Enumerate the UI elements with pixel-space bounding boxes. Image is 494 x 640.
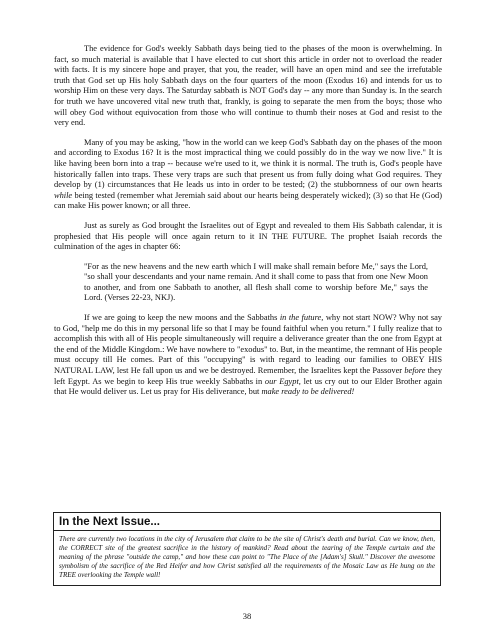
paragraph-2 (54, 138, 442, 212)
paragraph-1: The evidence for God's weekly Sabbath days being tied to the phases of the moon is overwhelming. In fact, so much material is available that I have elected to cut short this article in order not to overload the reader with facts. It is my sincere hope and prayer, that you, the reader, will have an open mind and see the irrefutable truth that God set up His holy Sabbath days on the four quarters of the moon (Exodus 16) and intends for us to worship Him on these very days. The Saturday sabbath is NOT God's day -- any more than Sunday is. In the search for truth we have uncovered vital new truth that, frankly, is going to separate the men from the boys; those who will obey God without equivocation from those who will continue to thumb their noses at God and resist to the very end. (54, 44, 442, 128)
paragraph-4-text-1: If we are going to keep the new moons and the Sabbaths (84, 313, 278, 323)
paragraph-2-emphasis: while (54, 190, 73, 200)
paragraph-4-emphasis-1: in the future, (279, 313, 324, 323)
paragraph-3: Just as surely as God brought the Israelites out of Egypt and revealed to them His Sabbath calendar, it is prophesied that His people will once again return to it IN THE FUTURE. The prophet Isaiah records the culmination of the ages in chapter 66: (54, 220, 442, 252)
next-issue-box (53, 512, 441, 586)
paragraph-4-text-4: let us cry out to our Elder Brother again that He would deliver us. Let us pray for His deliverance, but (54, 376, 443, 397)
page-number: 38 (242, 611, 252, 621)
paragraph-4-text-2: why not start NOW? Why not say to God, "help me do this in my personal life so that I may be found faithful when you return." I fully realize that to accomplish this with all of His people simultaneously will require a deliverance greater than the one from Egypt at the end of the Middle Kingdom.: We have nowhere to "exodus" to. But, in the meantime, the remnant of His people must occupy till He comes. Part of this "occupying" is with regard to leading our families to OBEY HIS NATURAL LAW, lest He fall upon us and we be destroyed. Remember, the Israelites kept the Passover (54, 313, 442, 376)
article-body (54, 44, 442, 407)
paragraph-4-text-3: they left Egypt. As we begin to keep His true weekly Sabbaths in (54, 366, 443, 386)
paragraph-2-text-end: being tested (remember what Jeremiah said about our hearts being desperately wicked); (3) so that He (God) can make His power known; or all three. (54, 190, 442, 211)
paragraph-4-emphasis-3: our Egypt, (264, 376, 301, 386)
scripture-quote: "For as the new heavens and the new earth which I will make shall remain before Me," says the Lord, "so shall your descendants and your name remain. And it shall come to pass that from one New Moon to another, and from one Sabbath to another, all flesh shall come to worship before Me," says the Lord. (Verses 22-23, NKJ). (84, 261, 428, 303)
next-issue-divider (54, 530, 440, 531)
next-issue-text: There are currently two locations in the city of Jerusalem that claim to be the site of Christ's death and burial. Can we know, then, the CORRECT site of the greatest sacrifice in the history of mankind? Read about the tearing of the Temple curtain and the meaning of the phrase "outside the camp," and how these can point to "The Place of the [Adam's] Skull." Discover the awesome symbolism of the sacrifice of the Red Heifer and how Christ satisfied all the requirements of the Mosaic Law as He hung on the TREE overlooking the Temple wall! (59, 535, 435, 579)
paragraph-4-emphasis-4: make ready to be delivered! (261, 387, 355, 397)
paragraph-4-emphasis-2: before (404, 366, 426, 376)
paragraph-4 (54, 313, 442, 398)
paragraph-2-text: Many of you may be asking, "how in the world can we keep God's Sabbath day on the phases of the moon and according to Exodus 16? It is the most impractical thing we could possibly do in the way we now live." It is like having been born into a trap -- because we're used to it, we think it is normal. The truth is, God's people have historically fallen into traps. These very traps are such that present us from fully doing what God requires. They develop by (1) circumstances that He leads us into in order to be tested; (2) the stubbornness of our own hearts (54, 137, 442, 190)
next-issue-title: In the Next Issue... (59, 516, 160, 528)
